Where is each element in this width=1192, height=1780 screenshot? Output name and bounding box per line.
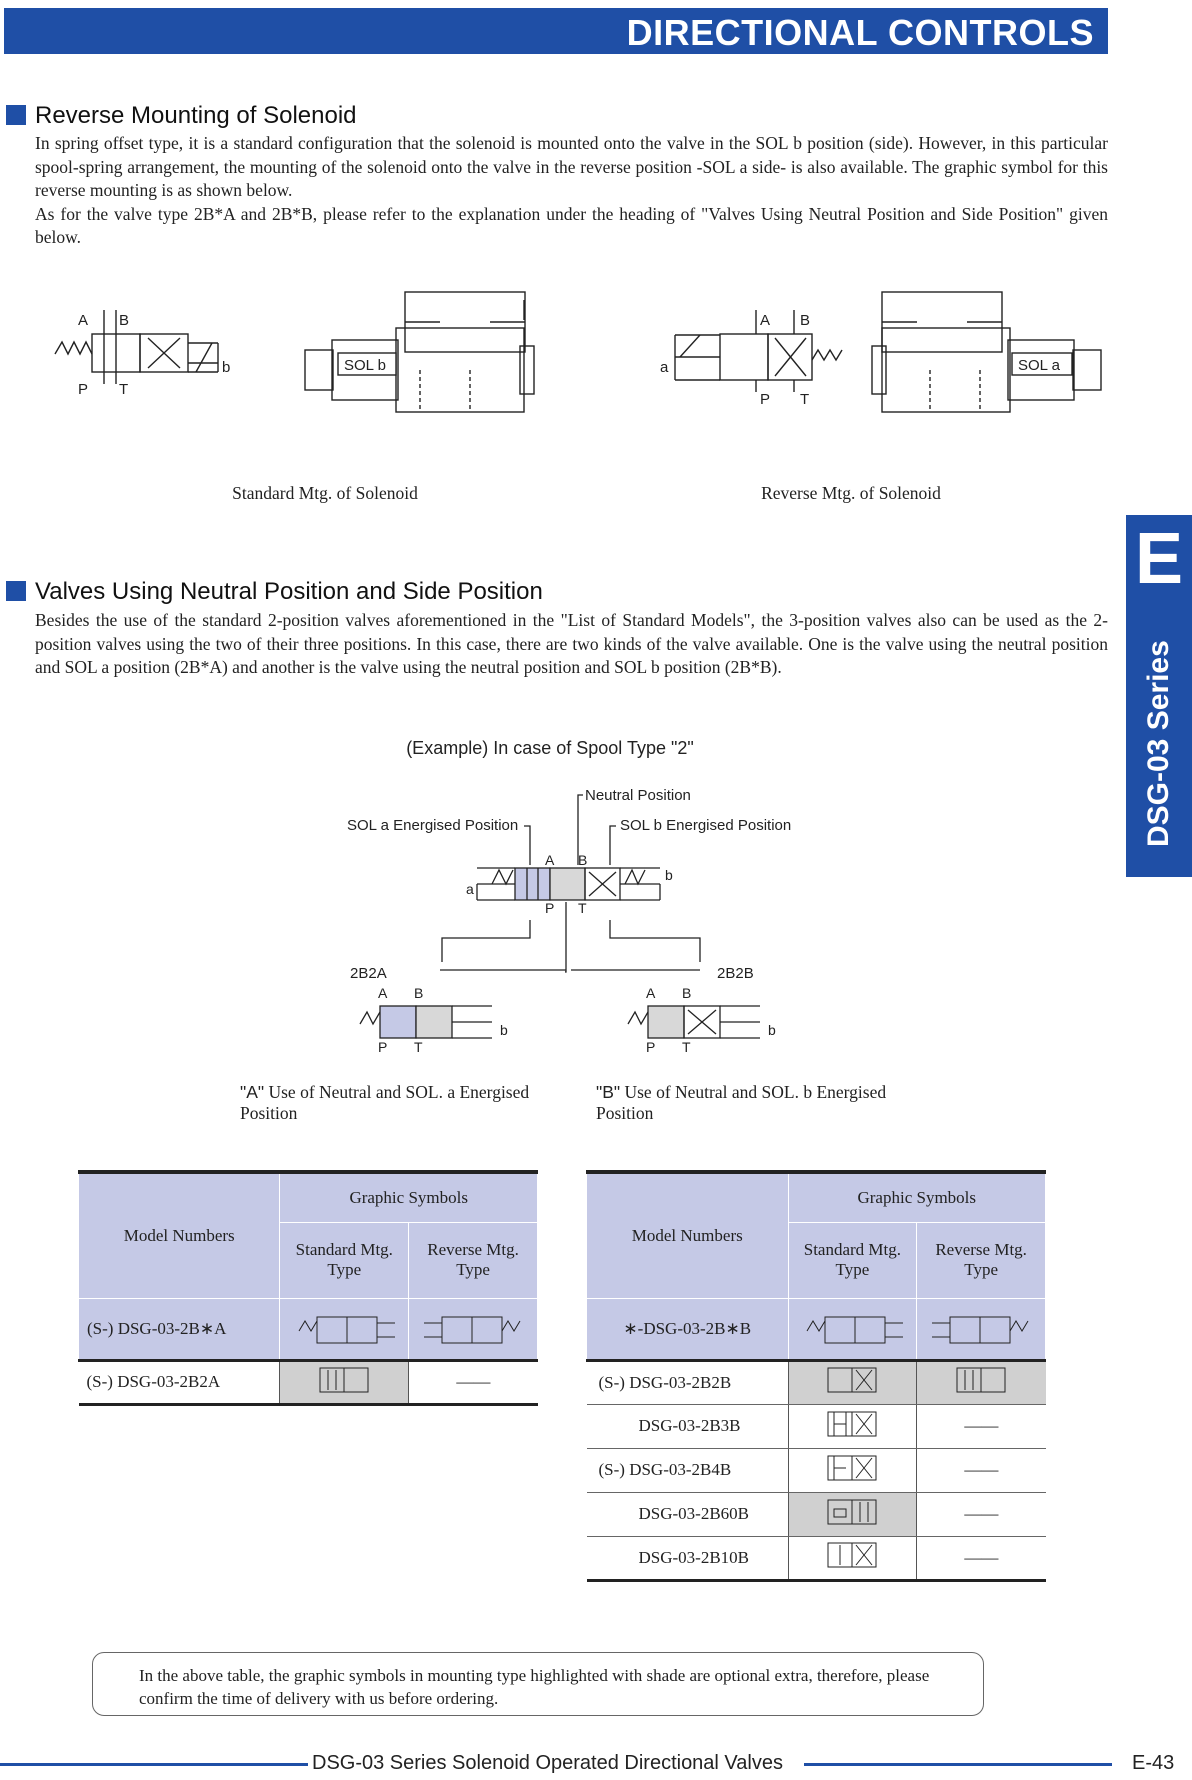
standard-mtg-symbol — [55, 310, 230, 398]
col-model-numbers: Model Numbers — [79, 1172, 280, 1298]
spool-symbol-icon — [953, 1365, 1009, 1395]
page-number: E-43 — [1132, 1752, 1175, 1774]
spool-symbol-icon — [824, 1497, 880, 1527]
head-reverse-symbol — [917, 1298, 1046, 1360]
svg-text:T: T — [119, 381, 129, 398]
label-2b2b: 2B2B — [717, 965, 754, 982]
reverse-symbol-cell: —— — [917, 1536, 1046, 1580]
col-reverse-mtg: Reverse Mtg. Type — [409, 1222, 538, 1298]
footer-rule-left — [0, 1763, 308, 1766]
svg-text:b: b — [500, 1022, 508, 1038]
head-model-2ba: (S-) DSG-03-2B∗A — [79, 1298, 280, 1360]
svg-text:A: A — [760, 312, 771, 329]
spool-symbol-icon — [316, 1365, 372, 1395]
title-banner — [4, 8, 1108, 54]
bullet-square-icon — [6, 105, 26, 125]
head-standard-symbol — [788, 1298, 917, 1360]
table-row-model: (S-) DSG-03-2B4B — [587, 1448, 789, 1492]
table-row-model: DSG-03-2B10B — [587, 1536, 789, 1580]
footer-title: DSG-03 Series Solenoid Operated Directional Valves — [312, 1752, 783, 1774]
svg-text:b: b — [768, 1022, 776, 1038]
col-model-numbers: Model Numbers — [587, 1172, 789, 1298]
caption-b-quote: "B" — [596, 1082, 621, 1102]
model-table-left — [78, 1170, 538, 1406]
col-graphic-symbols: Graphic Symbols — [788, 1172, 1045, 1222]
paragraph: As for the valve type 2B*A and 2B*B, please refer to the explanation under the heading of "Valves Using Neutral Position and Side Position" given below. — [35, 203, 1108, 247]
standard-valve-drawing — [305, 292, 534, 412]
spool-example-diagram — [0, 780, 1100, 1070]
mounting-diagrams — [0, 280, 1110, 420]
label-2b2a: 2B2A — [350, 965, 387, 982]
col-reverse-mtg: Reverse Mtg. Type — [917, 1222, 1046, 1298]
valve-symbol-icon — [289, 1301, 399, 1351]
table-row-model: (S-) DSG-03-2B2B — [587, 1360, 789, 1404]
valve-symbol-icon — [926, 1301, 1036, 1351]
svg-text:T: T — [414, 1039, 423, 1055]
table-row-model: DSG-03-2B3B — [587, 1404, 789, 1448]
svg-text:SOL b: SOL b — [344, 357, 386, 374]
caption-reverse-mtg: Reverse Mtg. of Solenoid — [761, 483, 941, 503]
reverse-symbol-cell: —— — [409, 1360, 538, 1404]
standard-symbol-cell — [788, 1360, 917, 1404]
note-text: In the above table, the graphic symbols in mounting type highlighted with shade are optional extra, therefore, please confirm the time of delivery with us before ordering. — [139, 1666, 930, 1708]
standard-symbol-cell — [280, 1360, 409, 1404]
footer-rule-right — [804, 1763, 1112, 1766]
svg-text:P: P — [378, 1039, 388, 1055]
section-heading-reverse-mounting: Reverse Mounting of Solenoid — [6, 102, 357, 132]
reverse-symbol-cell: —— — [917, 1448, 1046, 1492]
caption-use-b — [596, 1082, 926, 1124]
symbol-2b2a — [360, 985, 508, 1055]
svg-text:A: A — [78, 312, 89, 329]
svg-text:A: A — [545, 852, 555, 868]
svg-text:P: P — [646, 1039, 656, 1055]
head-reverse-symbol — [409, 1298, 538, 1360]
paragraph: In spring offset type, it is a standard configuration that the solenoid is mounted onto the valve in the SOL b position (side). However, in this particular spool-spring arrangement, the mounting of the solenoid onto the valve in the reverse position -SOL a side- is also available. The graphic symbol for this reverse mounting is as shown below. — [35, 133, 1108, 200]
valve-symbol-icon — [797, 1301, 907, 1351]
caption-a-quote: "A" — [240, 1082, 265, 1102]
svg-text:SOL a: SOL a — [1018, 357, 1060, 374]
svg-text:A: A — [646, 985, 656, 1001]
reverse-valve-drawing — [872, 292, 1101, 412]
head-model-2bb: ∗-DSG-03-2B∗B — [587, 1298, 789, 1360]
section-tab — [1126, 515, 1192, 877]
spool-symbol-icon — [824, 1540, 880, 1570]
svg-text:b: b — [222, 359, 231, 376]
reverse-symbol-cell: —— — [917, 1404, 1046, 1448]
table-row-model: DSG-03-2B60B — [587, 1492, 789, 1536]
reverse-mounting-text — [35, 132, 1108, 250]
reverse-symbol-cell: —— — [917, 1492, 1046, 1536]
standard-symbol-cell — [788, 1492, 917, 1536]
neutral-side-text — [35, 609, 1108, 680]
note-box — [92, 1652, 984, 1716]
banner-title: DIRECTIONAL CONTROLS — [626, 12, 1094, 53]
svg-text:T: T — [800, 391, 810, 408]
spool-symbol-icon — [824, 1453, 880, 1483]
spool-symbol-icon — [824, 1365, 880, 1395]
reverse-mtg-symbol — [660, 310, 842, 408]
svg-text:P: P — [760, 391, 771, 408]
svg-text:B: B — [414, 985, 424, 1001]
svg-text:P: P — [545, 900, 555, 916]
svg-text:a: a — [660, 359, 669, 376]
standard-symbol-cell — [788, 1448, 917, 1492]
label-sol-a-energised: SOL a Energised Position — [347, 817, 519, 834]
symbol-2b2b — [628, 985, 776, 1055]
paragraph: Besides the use of the standard 2-position valves aforementioned in the "List of Standard Models", the 3-position valves also can be used as the 2-position valves using the two of their three positions. In this case, there are two kinds of the valve available. One is the valve using the neutral position and SOL a position (2B*A) and another is the valve using the neutral position and SOL b position (2B*B). — [35, 610, 1108, 677]
col-standard-mtg: Standard Mtg. Type — [788, 1222, 917, 1298]
svg-text:A: A — [378, 985, 388, 1001]
svg-text:B: B — [119, 312, 130, 329]
three-position-symbol — [466, 852, 673, 916]
head-standard-symbol — [280, 1298, 409, 1360]
section-heading-neutral-side: Valves Using Neutral Position and Side Position — [6, 578, 543, 608]
example-title: (Example) In case of Spool Type "2" — [406, 738, 694, 758]
standard-symbol-cell — [788, 1404, 917, 1448]
tab-letter: E — [1134, 519, 1184, 599]
svg-text:B: B — [682, 985, 692, 1001]
model-table-right — [586, 1170, 1046, 1582]
label-sol-b-energised: SOL b Energised Position — [620, 817, 792, 834]
svg-text:b: b — [665, 867, 673, 883]
caption-use-a — [240, 1082, 570, 1124]
caption-b-text: Use of Neutral and SOL. b Energised Position — [596, 1082, 887, 1123]
col-graphic-symbols: Graphic Symbols — [280, 1172, 538, 1222]
bullet-square-icon — [6, 581, 26, 601]
page-footer — [0, 1752, 1192, 1778]
svg-text:a: a — [466, 881, 474, 897]
spool-symbol-icon — [824, 1409, 880, 1439]
caption-standard-mtg: Standard Mtg. of Solenoid — [232, 483, 418, 503]
col-standard-mtg: Standard Mtg. Type — [280, 1222, 409, 1298]
table-row-model: (S-) DSG-03-2B2A — [79, 1360, 280, 1404]
svg-text:P: P — [78, 381, 89, 398]
caption-a-text: Use of Neutral and SOL. a Energised Position — [240, 1082, 530, 1123]
reverse-symbol-cell — [917, 1360, 1046, 1404]
svg-text:B: B — [578, 852, 588, 868]
tab-series: DSG-03 Series — [1142, 640, 1175, 847]
standard-symbol-cell — [788, 1536, 917, 1580]
valve-symbol-icon — [418, 1301, 528, 1351]
svg-text:T: T — [578, 900, 587, 916]
label-neutral-position: Neutral Position — [585, 787, 691, 804]
svg-text:T: T — [682, 1039, 691, 1055]
svg-text:B: B — [800, 312, 811, 329]
